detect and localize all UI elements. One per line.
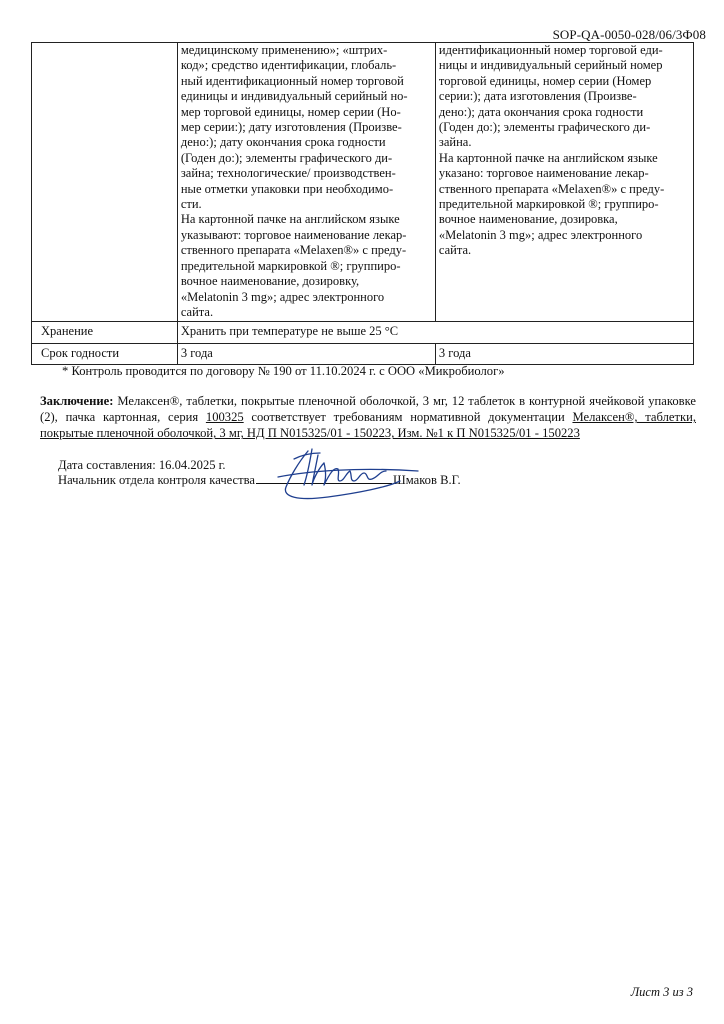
table-row bbox=[32, 322, 694, 344]
page-number: Лист 3 из 3 bbox=[630, 985, 693, 999]
conclusion-text: Мелаксен®, таблетки, покрытые пленочной оболочкой, 3 мг, 12 таблеток в контурной ячейковой упаковке (2), пачка картонная, серия bbox=[40, 394, 696, 425]
conclusion-paragraph bbox=[40, 393, 696, 442]
conclusion-label: Заключение: bbox=[40, 394, 114, 408]
compilation-date: Дата составления: 16.04.2025 г. bbox=[58, 458, 226, 472]
table-cell-requirement: 3 года bbox=[177, 344, 435, 365]
table-cell-parameter: Хранение bbox=[32, 322, 178, 344]
signer-name: Шмаков В.Г. bbox=[393, 473, 461, 487]
spec-table bbox=[31, 42, 694, 365]
batch-number: 100325 bbox=[205, 410, 244, 425]
table-cell-parameter: Срок годности bbox=[32, 344, 178, 365]
table-cell-requirement: медицинскому применению»; «штрих- код»; средство идентификации, глобаль- ный идентификационный номер торговой единицы и индивидуальный серийный но- мер торговой единицы, номер серии (Но- мер серии:); дату изготовления (Произве- дено:); дату окончания срока годности (Годен до:); элементы графического ди- зайна; технологические/ производствен- ные отметки упаковки при необходимо- сти. На картонной пачке на английском языке указывают: торговое наименование лекар- ственного препарата «Melaxen®» с преду- предительной маркировкой ®; группиро- вочное наименование, дозировку, «Melatonin 3 mg»; адрес электронного сайта. bbox=[177, 43, 435, 322]
normative-document-reference: Мелаксен®, таблетки, покрытые пленочной оболочкой, 3 мг, НД П N015325/01 - 150223, Изм. №1 к П N015325/01 - 150223 bbox=[40, 410, 696, 441]
table-row bbox=[32, 344, 694, 365]
table-row bbox=[32, 43, 694, 322]
handwritten-signature bbox=[268, 441, 428, 505]
table-cell-requirement: Хранить при температуре не выше 25 °С bbox=[177, 322, 693, 344]
document-code: SOP-QA-0050-028/06/3Ф08 bbox=[552, 27, 706, 42]
conclusion-text: соответствует требованиям нормативной документации bbox=[243, 410, 573, 425]
table-cell-parameter bbox=[32, 43, 178, 322]
table-cell-result: идентификационный номер торговой еди- ницы и индивидуальный серийный номер торговой единицы, номер серии (Номер серии:); дата изготовления (Произве- дено:); дата окончания срока годности (Годен до:); элементы графического ди- зайна. На картонной пачке на английском языке указано: торговое наименование лекар- ственного препарата «Melaxen®» с преду- предительной маркировкой ®; группиро- вочное наименование, дозировка, «Melatonin 3 mg»; адрес электронного сайта. bbox=[435, 43, 693, 322]
footnote: * Контроль проводится по договору № 190 от 11.10.2024 г. с ООО «Микробиолог» bbox=[62, 364, 505, 378]
table-cell-result: 3 года bbox=[435, 344, 693, 365]
signer-position: Начальник отдела контроля качества bbox=[58, 473, 256, 487]
